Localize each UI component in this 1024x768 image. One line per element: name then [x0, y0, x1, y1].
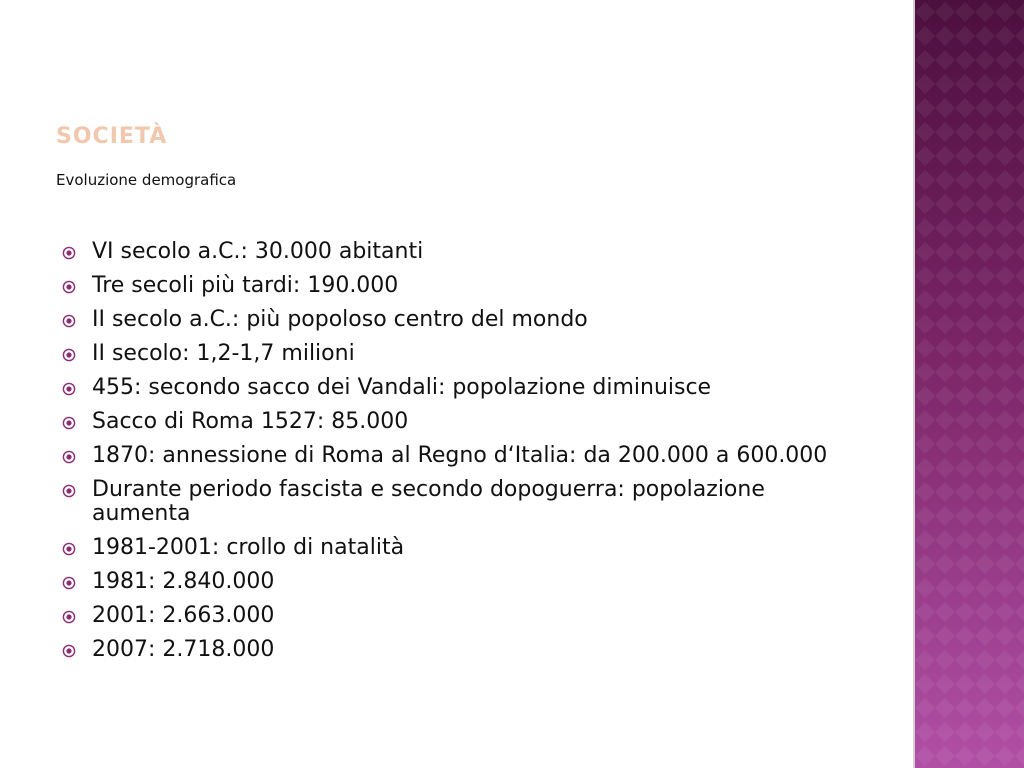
bullet-text: VI secolo a.C.: 30.000 abitanti — [92, 239, 424, 264]
bullet-item — [62, 638, 852, 662]
zigzag-pattern — [915, 0, 1024, 768]
circled-dot-icon — [62, 314, 76, 328]
bullet-text: 455: secondo sacco dei Vandali: popolazione diminuisce — [92, 375, 712, 400]
slide-subtitle: Evoluzione demografica — [56, 171, 237, 189]
bullet-text: 2001: 2.663.000 — [92, 603, 275, 628]
circled-dot-icon — [62, 576, 76, 590]
bullet-text: 2007: 2.718.000 — [92, 637, 275, 662]
bullet-item — [62, 376, 852, 400]
bullet-text: 1870: annessione di Roma al Regno d‘Italia: da 200.000 a 600.000 — [92, 443, 828, 468]
circled-dot-icon — [62, 246, 76, 260]
bullet-list — [62, 240, 852, 672]
bullet-text: Durante periodo fascista e secondo dopoguerra: popolazione aumenta — [92, 477, 765, 526]
decorative-side-panel — [913, 0, 1024, 768]
bullet-text: 1981: 2.840.000 — [92, 569, 275, 594]
bullet-item — [62, 308, 852, 332]
bullet-item — [62, 274, 852, 298]
circled-dot-icon — [62, 542, 76, 556]
circled-dot-icon — [62, 280, 76, 294]
bullet-item — [62, 342, 852, 366]
slide-title: società — [56, 115, 168, 151]
circled-dot-icon — [62, 644, 76, 658]
bullet-text: II secolo: 1,2-1,7 milioni — [92, 341, 355, 366]
bullet-item — [62, 444, 852, 468]
circled-dot-icon — [62, 450, 76, 464]
circled-dot-icon — [62, 382, 76, 396]
circled-dot-icon — [62, 484, 76, 498]
bullet-text: Sacco di Roma 1527: 85.000 — [92, 409, 409, 434]
circled-dot-icon — [62, 348, 76, 362]
bullet-text: II secolo a.C.: più popoloso centro del mondo — [92, 307, 588, 332]
bullet-text: Tre secoli più tardi: 190.000 — [92, 273, 399, 298]
bullet-item — [62, 410, 852, 434]
circled-dot-icon — [62, 416, 76, 430]
circled-dot-icon — [62, 610, 76, 624]
bullet-text: 1981-2001: crollo di natalità — [92, 535, 405, 560]
bullet-item — [62, 570, 852, 594]
bullet-item — [62, 240, 852, 264]
bullet-item — [62, 478, 852, 526]
bullet-item — [62, 604, 852, 628]
bullet-item — [62, 536, 852, 560]
